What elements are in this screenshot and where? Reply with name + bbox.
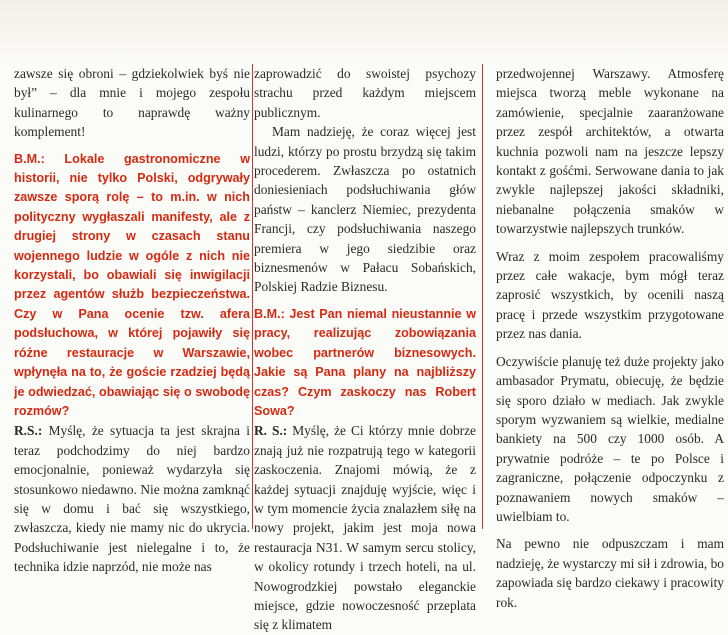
- paragraph-gap: [496, 239, 724, 247]
- article-column-left: [0, 0, 250, 575]
- paragraph: Oczywiście planuję też duże projekty jako ambasador Prymatu, obiecuję, że będzie się sporo działo w mediach. Jak zwykle sporym wyzwaniem są wielkie, medialne bankiety na 500 czy 1000 osób. A prywatnie podróże – te po Polsce i zagraniczne, połączenie odpoczynku z poznawaniem nowych smaków – uwielbiam to.: [496, 353, 724, 524]
- interview-question: B.M.: Jest Pan niemal nieustannie w pracy, realizując zobowiązania wobec partnerów biznesowych. Jakie są Pana plany na najbliższy czas? Czym zaskoczy nas Robert Sowa?: [254, 306, 476, 418]
- paragraph: Wraz z moim zespołem pracowaliśmy przez całe wakacje, bym mógł teraz zaprosić wszystkich, by ocenili naszą pracę i przede wszystkim przygotowane przez nas dania.: [496, 248, 724, 342]
- paragraph: zaprowadzić do swoistej psychozy strachu przed każdym miejscem publicznym.: [254, 66, 476, 120]
- paragraph-gap: [496, 344, 724, 352]
- paragraph: zawsze się obroni – gdziekolwiek byś nie był” – dla mnie i mojego zespołu kulinarnego to naprawdę ważny komplement!: [14, 66, 250, 140]
- paragraph-gap: [496, 526, 724, 534]
- speaker-initials: R. S.:: [254, 423, 288, 439]
- interview-answer: [14, 421, 250, 576]
- speaker-initials: R.S.:: [14, 423, 43, 439]
- article-column-right: [480, 0, 728, 610]
- paragraph: Mam nadzieję, że coraz więcej jest ludzi, którzy po prostu brzydzą się takim procederem. Zwłaszcza po ostatnich doniesieniach podsłuchiwania głów państw – kanclerz Niemiec, prezydenta Francji, czy podsłuchiwania naszego premiera w jego siedzibie oraz biznesmenów w Pałacu Sobańskich, Polskiej Radzie Biznesu.: [254, 124, 476, 295]
- interview-question: B.M.: Lokale gastronomiczne w historii, nie tylko Polski, odgrywały zawsze sporą rolę – to m.in. w nich polityczny wygłaszali manifesty, ale z drugiej strony w czasach stanu wojennego ludzie w ogóle z nich nie korzystali, bo obawiali się inwigilacji przez agentów służb bezpieczeństwa. Czy w Pana ocenie tzw. afera podsłuchowa, w której pojawiły się różne restauracje w Warszawie, wpłynęła na to, że goście rzadziej będą je odwiedzać, obawiając się o swobodę rozmów?: [14, 151, 250, 418]
- paragraph: Na pewno nie odpuszczam i mam nadzieję, że wystarczy mi sił i zdrowia, bo zapowiada się bardzo ciekawy i pracowity rok.: [496, 536, 724, 610]
- paragraph: przedwojennej Warszawy. Atmosferę miejsca tworzą meble wykonane na zamówienie, specjalnie zaaranżowane przez zespół architektów, a otwarta kuchnia pozwoli nam na jeszcze lepszy kontakt z gośćmi. Serwowane dania to jak zwykle najlepszej jakości składniki, niebanalne połączenia smaków w towarzystwie najlepszych trunków.: [496, 66, 724, 237]
- answer-text: Myślę, że Ci którzy mnie dobrze znają już nie rozpatrują tego w kategorii zaskoczenia. Znajomi mówią, że z każdej sytuacji znajduję wyjście, więc i w tym momencie życia znalazłem siłę na nowy projekt, jakim jest moja nowa restauracja N31. W samym sercu stolicy, w okolicy rotundy i trzech hoteli, na ul. Nowogrodzkiej powstało eleganckie miejsce, gdzie nowoczesność przeplata się z klimatem: [254, 423, 476, 633]
- answer-text: Myślę, że sytuacja ta jest skrajna i teraz podchodzimy do niej bardzo emocjonalnie, ponieważ wydarzyła się stosunkowo niedawno. Nie można zamknąć się w domu i bać się wszystkiego, zwłaszcza, kiedy nie mamy nic do ukrycia. Podsłuchiwanie jest nielegalne i to, że technika idzie naprzód, nie może nas: [14, 423, 250, 575]
- article-column-middle: [250, 0, 480, 633]
- interview-answer: [254, 421, 476, 634]
